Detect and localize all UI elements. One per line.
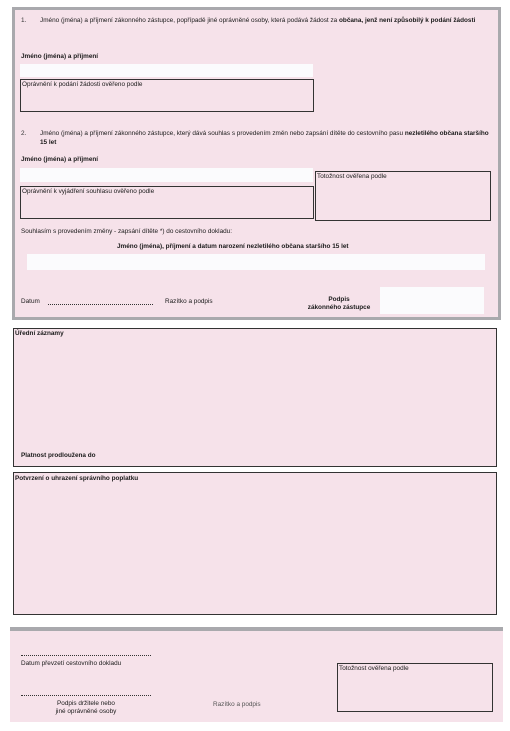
holder-label-line-1: Podpis držitele nebo [57, 700, 115, 707]
holder-signature-line[interactable] [21, 695, 151, 696]
section-2-name-label: Jméno (jména) a příjmení [21, 156, 99, 163]
minor-name-field[interactable] [27, 254, 485, 270]
section-2-number: 2. [21, 130, 27, 137]
receipt-date-label: Datum převzetí cestovního dokladu [21, 660, 122, 667]
signature-field[interactable] [380, 287, 484, 314]
receipt-stamp-label: Razítko a podpis [213, 701, 261, 708]
section-1-number: 1. [21, 17, 27, 24]
stamp-label: Razítko a podpis [165, 298, 213, 305]
section-2-identity-label: Totožnost ověřena podle [317, 173, 387, 180]
signature-label-line-1: Podpis [328, 296, 350, 303]
receipt-identity-label: Totožnost ověřena podle [339, 665, 409, 672]
holder-label-line-2: jiné oprávněné osoby [55, 708, 117, 715]
minor-name-label: Jméno (jména), příjmení a datum narození nezletilého občana staršího 15 let [117, 243, 349, 250]
section-2-authorization-label: Oprávnění k vyjádření souhlasu ověřeno podle [22, 188, 155, 195]
section-2-heading [40, 130, 495, 147]
consent-text: Souhlasím s provedením změny - zapsání dítěte *) do cestovního dokladu: [21, 228, 233, 235]
section-2-name-field[interactable] [20, 168, 313, 182]
date-label: Datum [21, 298, 40, 305]
signature-label-line-2: zákonného zástupce [307, 304, 371, 311]
section-1-heading-bold: občana, jenž není způsobilý k podání žádosti [339, 17, 476, 24]
section-1-heading-text: Jméno (jména) a příjmení zákonného zástupce, popřípadě jiné oprávněné osoby, která podává žádost za [40, 17, 338, 24]
date-line[interactable] [48, 304, 153, 305]
section-1-name-label: Jméno (jména) a příjmení [21, 53, 99, 60]
section-1-name-field[interactable] [20, 64, 313, 77]
fee-confirmation-label: Potvrzení o uhrazení správního poplatku [15, 475, 139, 482]
fee-confirmation-box [13, 472, 497, 615]
section-1-heading [40, 17, 492, 26]
section-2-heading-text: Jméno (jména) a příjmení zákonného zástupce, který dává souhlas s provedením změn nebo zapsání dítěte do cestovního pasu [40, 130, 404, 137]
section-1-authorization-label: Oprávnění k podání žádosti ověřeno podle [22, 81, 143, 88]
official-records-box [13, 328, 497, 467]
section-2-heading-bold: nezletilého občana staršího 15 let [40, 130, 489, 146]
validity-label: Platnost prodloužena do [21, 452, 96, 459]
official-records-label: Úřední záznamy [15, 330, 64, 337]
receipt-date-line[interactable] [21, 655, 151, 656]
